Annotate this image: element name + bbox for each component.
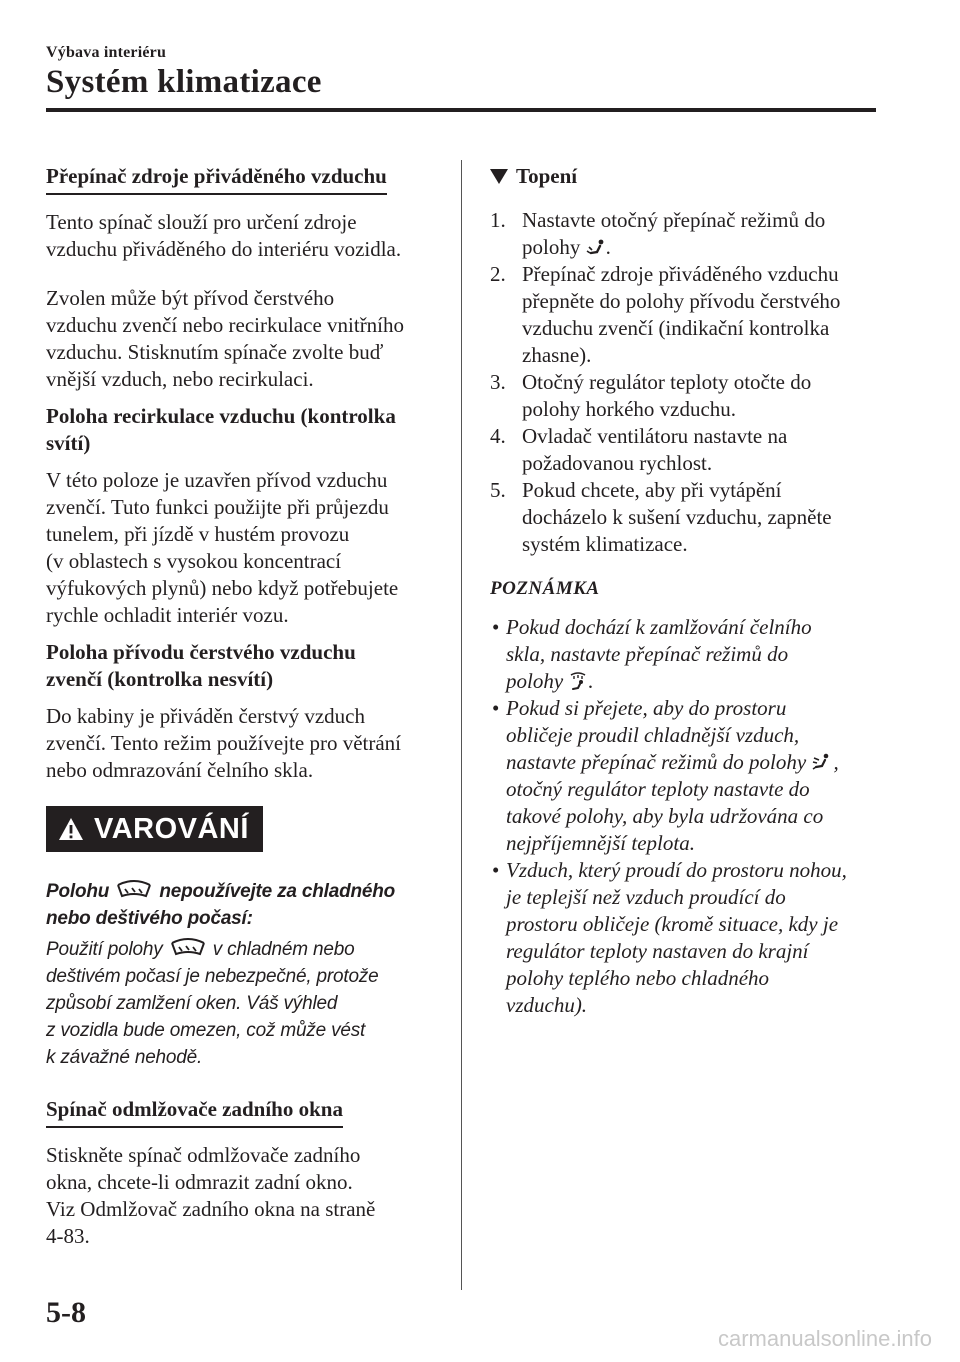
section-label: Výbava interiéru [46, 44, 167, 61]
text-span: nepoužívejte za chladného [159, 881, 396, 903]
text-span: Polohu [46, 881, 110, 903]
text-line: Poloha recirkulace vzduchu (kontrolka [46, 404, 396, 429]
text-line: takové polohy, aby byla udržována co [506, 804, 824, 828]
text-line: zvenčí (kontrolka nesvítí) [46, 667, 274, 692]
step-item [490, 369, 890, 423]
text-line: Do kabiny je přiváděn čerstvý vzduch [46, 704, 365, 729]
step-number: 5. [490, 478, 506, 502]
text-line: způsobí zamlžení oken. Váš výhled [46, 993, 338, 1015]
step-number: 3. [490, 370, 506, 394]
text-line: zvenčí. Tuto funkci použijte při průjezdu [46, 495, 389, 520]
text-line: přepněte do polohy přívodu čerstvého [522, 289, 841, 313]
text-line: Pokud si přejete, aby do prostoru [506, 696, 787, 720]
column-divider [461, 160, 462, 1290]
text-line: systém klimatizace. [522, 532, 688, 556]
heating-steps [490, 207, 890, 558]
bullet: • [492, 696, 500, 720]
heading-text: Topení [516, 164, 578, 188]
text-line: Zvolen může být přívod čerstvého [46, 286, 335, 311]
text-line: (v oblastech s vysokou koncentrací [46, 549, 342, 574]
windshield-mode-icon [114, 879, 154, 901]
watermark: carmanualsonline.info [717, 1326, 932, 1351]
heating-heading [490, 164, 890, 189]
windshield-mode-icon [168, 937, 208, 959]
header-rule [46, 108, 876, 112]
text-line: vzduchu zvenčí nebo recirkulace vnitřního [46, 313, 405, 338]
text-line: Ovladač ventilátoru nastavte na [522, 424, 788, 448]
text-line: Viz Odmlžovač zadního okna na straně [46, 1197, 376, 1222]
text-line: vzduchu). [506, 993, 588, 1017]
left-column [46, 160, 438, 1250]
text-line: Přepínač zdroje přiváděného vzduchu [522, 262, 839, 286]
selection-paragraph [46, 285, 438, 393]
bullet: • [492, 858, 500, 882]
text-line: z vozidla bude omezen, což může vést [46, 1020, 366, 1042]
note-item [490, 857, 890, 1019]
text-line: nejpříjemnější teplota. [506, 831, 695, 855]
text-line: Tento spínač slouží pro určení zdroje [46, 210, 357, 235]
warning-title-line: nebo deštivého počasí: [46, 908, 253, 930]
text-span: . [588, 669, 594, 693]
text-line: deštivém počasí je nebezpečné, protože [46, 966, 379, 988]
text-line: Stiskněte spínač odmlžovače zadního [46, 1143, 361, 1168]
text-line: zvenčí. Tento režim používejte pro větrání [46, 731, 402, 756]
step-item [490, 477, 890, 558]
text-line [506, 668, 890, 695]
text-line: vzduchu zvenčí (indikační kontrolka [522, 316, 830, 340]
text-span: polohy [506, 669, 564, 693]
warning-triangle-icon [58, 817, 84, 841]
bullet: • [492, 615, 500, 639]
triangle-down-icon [490, 169, 508, 184]
warning-text [46, 878, 438, 1071]
warning-title [46, 878, 438, 905]
text-line: 4-83. [46, 1224, 90, 1249]
page-title: Systém klimatizace [46, 64, 322, 100]
text-line: obličeje proudil chladnější vzduch, [506, 723, 800, 747]
heading-air-source-switch: Přepínač zdroje přiváděného vzduchu [46, 164, 387, 195]
note-list [490, 614, 890, 1019]
text-line: okna, chcete-li odmrazit zadní okno. [46, 1170, 353, 1195]
text-span: . [605, 235, 611, 259]
text-line: nebo odmrazování čelního skla. [46, 758, 314, 783]
bi-level-mode-icon [811, 753, 833, 773]
text-line: polohy horkého vzduchu. [522, 397, 737, 421]
text-line: je teplejší než vzduch proudící do [506, 885, 786, 909]
step-item [490, 207, 890, 261]
text-line: tunelem, při jízdě v hustém provozu [46, 522, 350, 547]
text-span: Použití polohy [46, 939, 163, 961]
heading-rear-defogger: Spínač odmlžovače zadního okna [46, 1097, 343, 1128]
text-line: Vzduch, který proudí do prostoru nohou, [506, 858, 847, 882]
intro-paragraph [46, 209, 438, 263]
fresh-air-title [46, 639, 438, 693]
text-line: výfukových plynů) nebo když potřebujete [46, 576, 399, 601]
text-line: docházelo k sušení vzduchu, zapněte [522, 505, 832, 529]
step-number: 4. [490, 424, 506, 448]
text-line: požadovanou rychlost. [522, 451, 713, 475]
page-number: 5-8 [46, 1296, 86, 1329]
note-heading: POZNÁMKA [490, 578, 600, 599]
text-span: v chladném nebo [212, 939, 355, 961]
text-line: prostoru obličeje (kromě situace, kdy je [506, 912, 839, 936]
fresh-air-text [46, 703, 438, 784]
warning-badge [46, 806, 263, 852]
text-line: zhasne). [522, 343, 592, 367]
text-line: svítí) [46, 431, 91, 456]
text-line: Nastavte otočný přepínač režimů do [522, 208, 826, 232]
text-line: Pokud dochází k zamlžování čelního [506, 615, 812, 639]
text-line [506, 749, 890, 776]
text-line: skla, nastavte přepínač režimů do [506, 642, 789, 666]
text-span: , [833, 750, 839, 774]
step-item [490, 423, 890, 477]
text-span: polohy [522, 235, 581, 259]
text-line: Otočný regulátor teploty otočte do [522, 370, 812, 394]
right-column [490, 160, 890, 1019]
text-line: Pokud chcete, aby při vytápění [522, 478, 782, 502]
text-line [522, 234, 890, 261]
text-line: V této poloze je uzavřen přívod vzduchu [46, 468, 388, 493]
text-line: vnější vzduch, nebo recirkulaci. [46, 367, 314, 392]
page-header [46, 44, 322, 101]
step-item [490, 261, 890, 369]
note-item [490, 614, 890, 695]
note-item [490, 695, 890, 857]
warning-body-first [46, 936, 438, 963]
floor-defrost-mode-icon [568, 672, 588, 692]
text-line: k závažné nehodě. [46, 1047, 203, 1069]
recirculation-text [46, 467, 438, 629]
text-line: rychle ochladit interiér vozu. [46, 603, 289, 628]
text-span: nastavte přepínač režimů do polohy [506, 750, 807, 774]
text-line: polohy teplého nebo chladného [506, 966, 770, 990]
step-number: 1. [490, 208, 506, 232]
step-number: 2. [490, 262, 506, 286]
recirculation-title [46, 403, 438, 457]
text-line: vzduchu přiváděného do interiéru vozidla. [46, 237, 402, 262]
floor-mode-icon [586, 238, 606, 258]
warning-label: VAROVÁNÍ [94, 812, 249, 845]
rear-defogger-text [46, 1142, 438, 1250]
text-line: Poloha přívodu čerstvého vzduchu [46, 640, 356, 665]
text-line: regulátor teploty nastaven do krajní [506, 939, 809, 963]
text-line: vzduchu. Stisknutím spínače zvolte buď [46, 340, 384, 365]
text-line: otočný regulátor teploty nastavte do [506, 777, 810, 801]
